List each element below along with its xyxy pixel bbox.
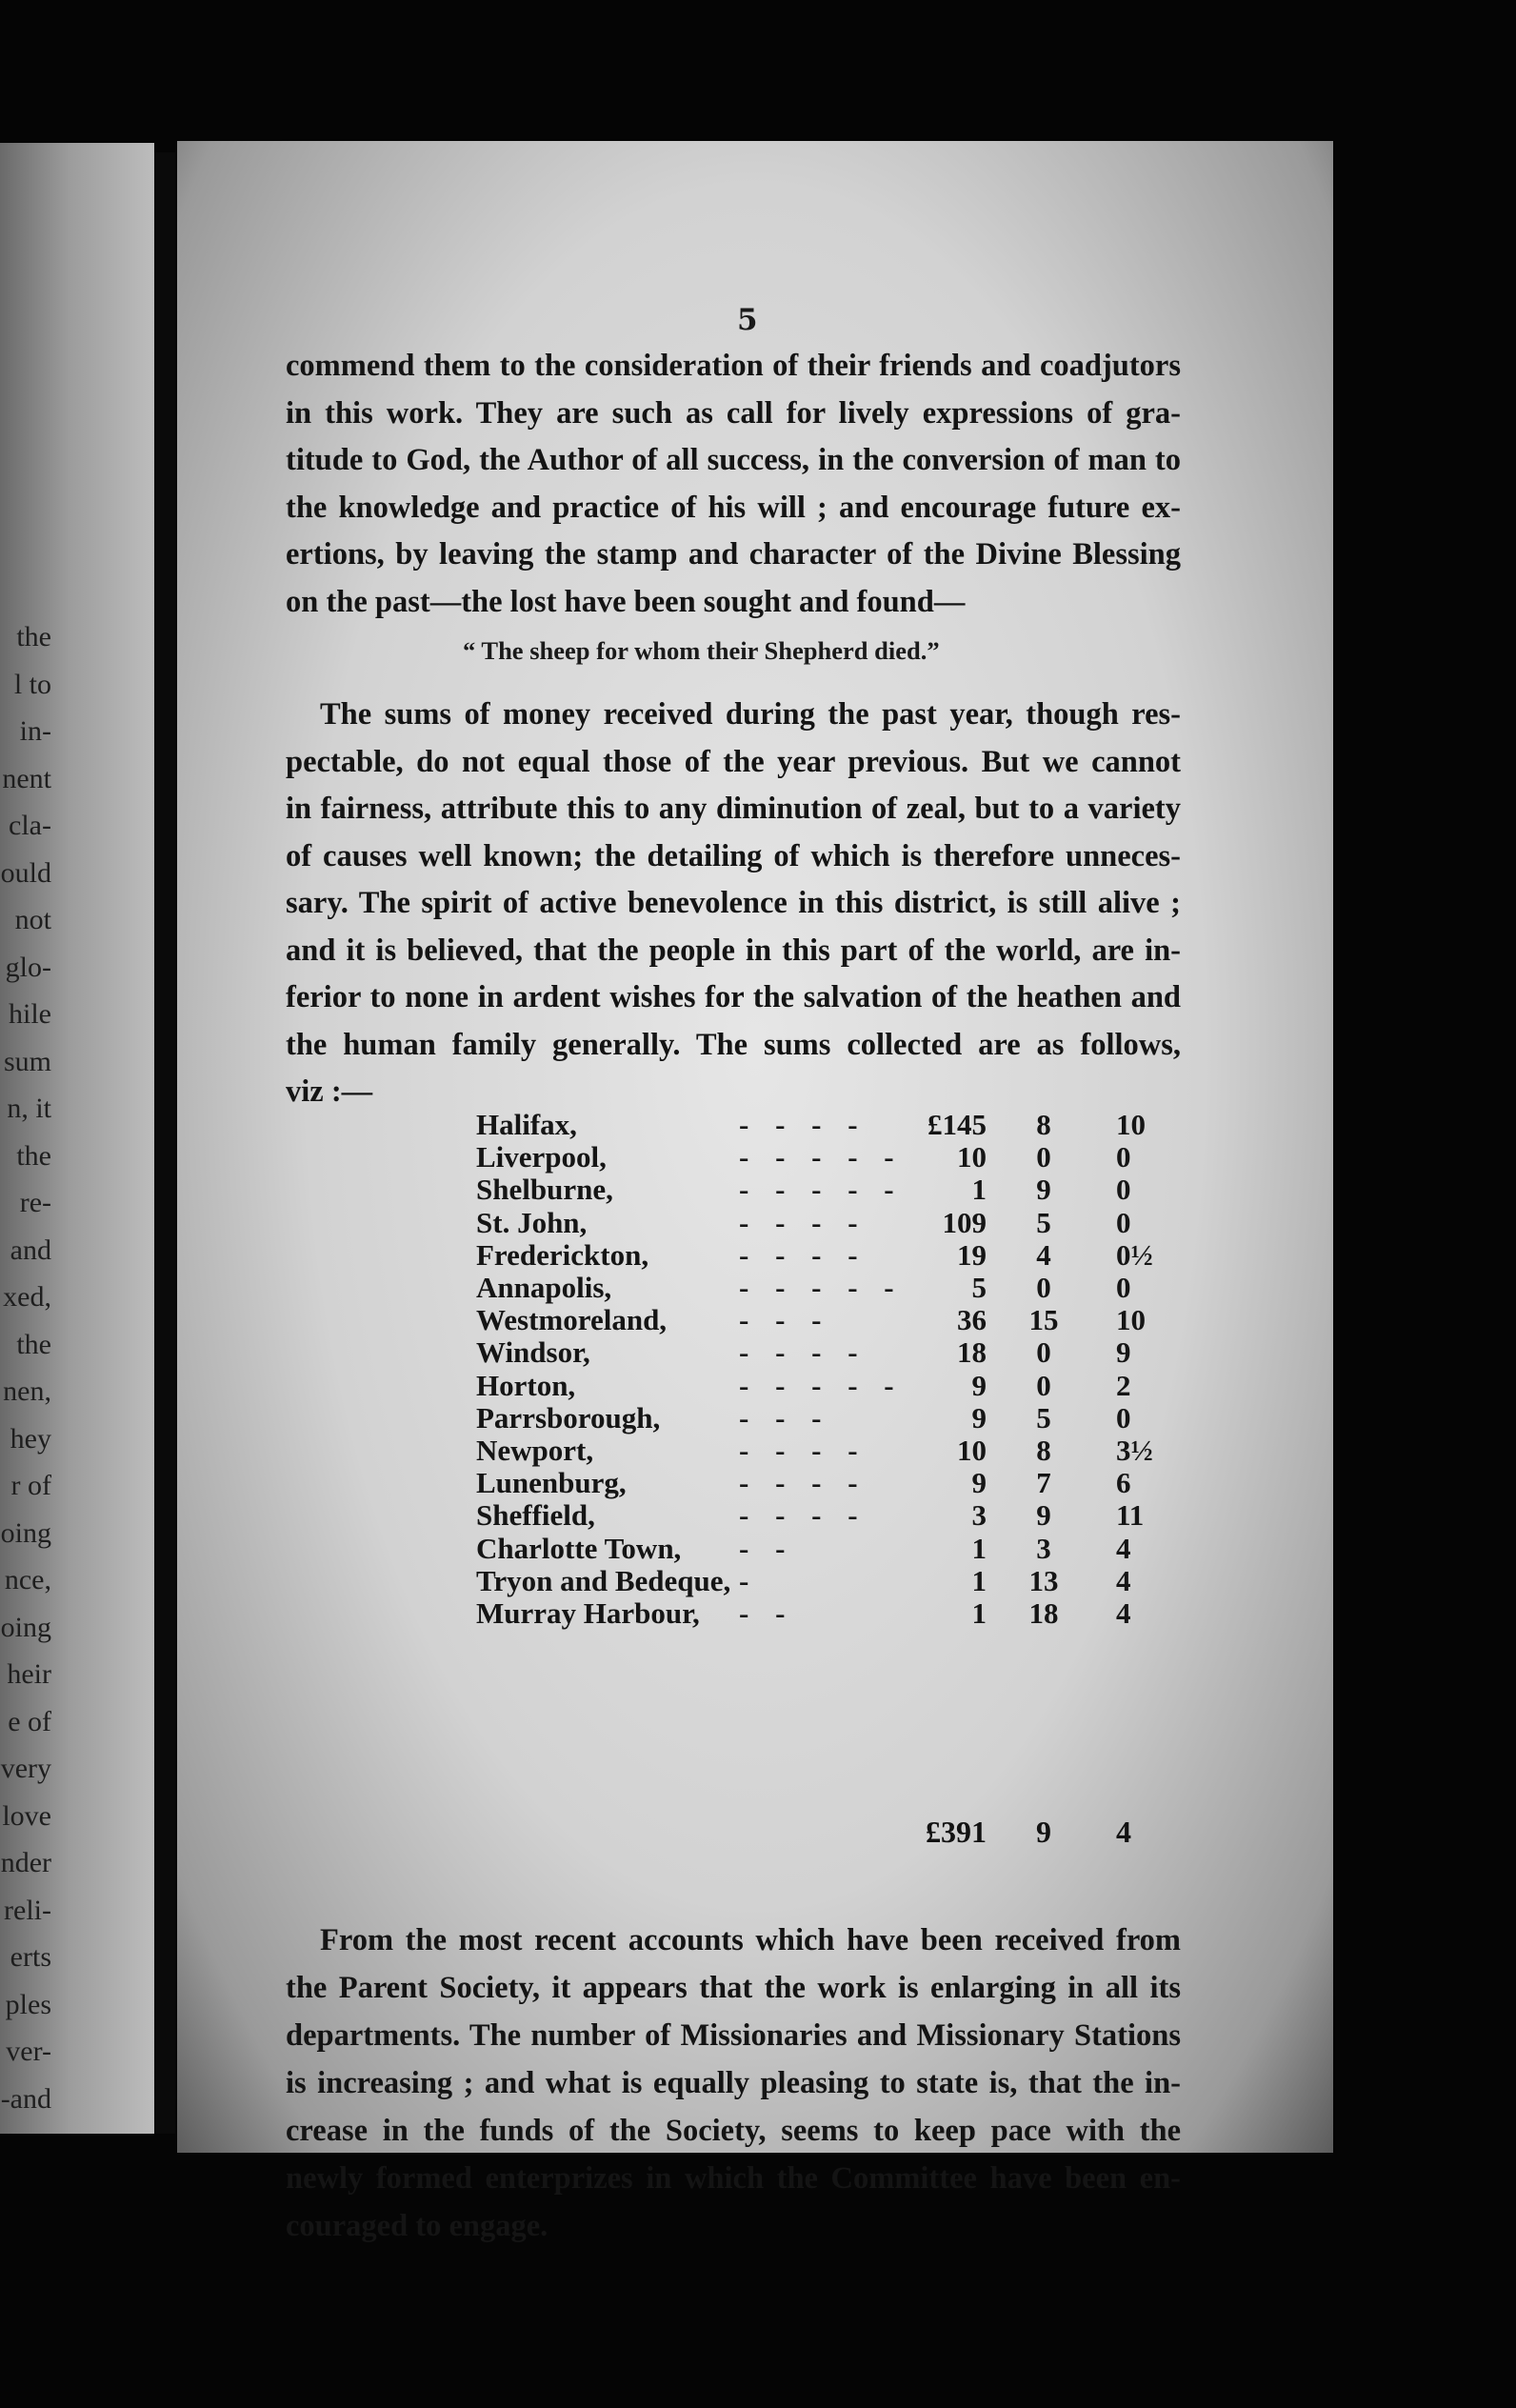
place-name: Liverpool, [476,1140,607,1174]
pence-value: 4 [1116,1563,1131,1597]
facing-page-word: re- [19,1187,51,1218]
shillings-value: 18 [1028,1596,1059,1630]
total-shillings: 9 [1036,1815,1051,1849]
table-row [177,1336,1225,1369]
pounds-value: 109 [942,1205,987,1239]
pence-value: 0½ [1116,1237,1153,1272]
pence-value: 0 [1116,1140,1131,1174]
facing-page-word: in- [19,715,51,747]
pence-value: 6 [1116,1466,1131,1500]
text-line: the Parent Society, it appears that the work is enlarging in all its [286,1971,1181,2005]
leader-dots: - - - - [739,1205,868,1239]
pence-value: 0 [1116,1271,1131,1304]
pounds-value: 1 [971,1173,987,1207]
text-line: sary. The spirit of active benevolence in this district, is still alive ; [286,886,1181,920]
shillings-value: 8 [1036,1434,1051,1467]
place-name: Frederickton, [476,1237,649,1272]
facing-page-word: nder [0,1847,51,1878]
facing-page-word: nce, [4,1564,51,1595]
leader-dots: - - - - [739,1108,868,1141]
pence-value: 0 [1116,1400,1131,1435]
sums-total-row [177,1813,1225,1851]
text-line: is increasing ; and what is equally pleasing to state is, that the in- [286,2066,1181,2100]
place-name: Parrsborough, [476,1400,661,1435]
facing-page-word: e of [8,1705,51,1737]
pence-value: 3½ [1116,1434,1153,1467]
leader-dots: - - - - - [739,1173,904,1207]
table-row [177,1239,1225,1272]
place-name: Charlotte Town, [476,1531,682,1565]
pence-value: 2 [1116,1368,1131,1402]
leader-dots: - - - - [739,1498,868,1533]
pence-value: 4 [1116,1596,1131,1630]
place-name: Halifax, [476,1108,577,1141]
pounds-value: 9 [971,1466,987,1500]
facing-page-word: the [16,1328,51,1360]
table-row [177,1435,1225,1467]
place-name: St. John, [476,1205,588,1239]
shillings-value: 5 [1036,1205,1051,1239]
document-page [177,141,1333,2243]
place-name: Annapolis, [476,1271,612,1304]
text-line: of causes well known; the detailing of which is therefore unneces- [286,838,1181,873]
table-row [177,1597,1225,1630]
facing-page-word: oing [0,1611,51,1643]
shillings-value: 0 [1036,1140,1051,1174]
table-row [177,1533,1225,1565]
table-row [177,1272,1225,1304]
pounds-value: 36 [957,1303,987,1337]
shillings-value: 0 [1036,1271,1051,1304]
facing-page-word: ples [5,1988,51,2020]
place-name: Newport, [476,1434,594,1467]
pence-value: 4 [1116,1531,1131,1565]
table-row [177,1499,1225,1532]
facing-page-word: not [14,904,51,935]
table-row [177,1467,1225,1499]
pence-value: 0 [1116,1173,1131,1207]
pounds-value: 10 [957,1434,987,1467]
page-number: 5 [737,303,758,337]
pounds-value: 1 [971,1596,987,1630]
shillings-value: 7 [1036,1466,1051,1500]
leader-dots: - - - - - [739,1368,904,1402]
pounds-value: 18 [957,1335,987,1370]
pounds-value: £145 [928,1108,987,1141]
shillings-value: 0 [1036,1335,1051,1370]
facing-page-word: l to [13,668,51,700]
text-line: ferior to none in ardent wishes for the salvation of the heathen and [286,980,1181,1014]
shillings-value: 9 [1036,1173,1051,1207]
text-line: departments. The number of Missionaries and Missionary Stations [286,2018,1181,2053]
pounds-value: 3 [971,1498,987,1533]
shillings-value: 0 [1036,1368,1051,1402]
table-row [177,1304,1225,1336]
quotation: “ The sheep for whom their Shepherd died.” [463,636,940,665]
facing-page-word: reli- [4,1894,51,1926]
leader-dots: - - - - [739,1434,868,1467]
page-gutter [154,152,175,2134]
facing-page-word: n, it [7,1093,51,1124]
place-name: Sheffield, [476,1498,595,1533]
place-name: Horton, [476,1368,576,1402]
pounds-value: 5 [971,1271,987,1304]
text-line: the human family generally. The sums collected are as follows, [286,1027,1181,1062]
facing-page-word: love [2,1799,51,1832]
facing-page-word: sum [3,1045,51,1077]
table-row [177,1370,1225,1402]
leader-dots: - - - - [739,1237,868,1272]
text-line: couraged to engage. [286,2209,549,2243]
leader-dots: - - [739,1596,795,1630]
pence-value: 9 [1116,1335,1131,1370]
shillings-value: 13 [1028,1563,1059,1597]
text-line: newly formed enterprizes in which the Committee have been en- [286,2161,1181,2196]
text-line: The sums of money received during the past year, though res- [320,697,1181,732]
leader-dots: - - - - - [739,1271,904,1304]
text-line: From the most recent accounts which have been received from [320,1923,1181,1957]
pence-value: 11 [1116,1498,1145,1533]
shillings-value: 5 [1036,1400,1051,1435]
text-line: and it is believed, that the people in this part of the world, are in- [286,933,1181,968]
facing-page-word: xed, [3,1281,51,1313]
leader-dots: - - - [739,1303,831,1337]
table-row [177,1207,1225,1239]
facing-page-word: -and [0,2082,51,2115]
pence-value: 10 [1116,1108,1146,1141]
facing-page-word: r of [10,1470,51,1501]
facing-page-word: cla- [9,810,51,841]
facing-page-word: nen, [3,1375,51,1407]
table-row [177,1141,1225,1174]
facing-page-word: the [16,621,51,652]
facing-page-word: hey [10,1422,51,1455]
pounds-value: 1 [971,1531,987,1565]
facing-page-edge [0,143,154,2134]
shillings-value: 3 [1036,1531,1051,1565]
leader-dots: - - - [739,1400,831,1435]
place-name: Windsor, [476,1335,590,1370]
text-line: pectable, do not equal those of the year previous. But we cannot [286,744,1181,779]
text-line: crease in the funds of the Society, seems to keep pace with the [286,2114,1181,2148]
facing-page-word: and [10,1234,51,1266]
shillings-value: 8 [1036,1108,1051,1141]
text-line: the knowledge and practice of his will ; and encourage future ex- [286,490,1181,525]
facing-page-word: the [16,1139,51,1172]
pounds-value: 9 [971,1368,987,1402]
shillings-value: 4 [1036,1237,1051,1272]
table-row [177,1174,1225,1206]
facing-page-word: glo- [5,951,51,983]
facing-page-word: nent [2,762,51,794]
facing-page-word: heir [7,1658,51,1690]
text-line: commend them to the consideration of their friends and coadjutors [286,349,1181,383]
facing-page-word: very [0,1753,51,1784]
text-line: viz :— [286,1074,373,1109]
shillings-value: 9 [1036,1498,1051,1533]
total-pence: 4 [1116,1815,1131,1849]
pounds-value: 1 [971,1563,987,1597]
text-line: in fairness, attribute this to any diminution of zeal, but to a variety [286,792,1181,826]
facing-page-word: hile [9,998,51,1030]
text-line: titude to God, the Author of all success, in the conversion of man to [286,443,1181,477]
leader-dots: - - [739,1531,795,1565]
pounds-value: 10 [957,1140,987,1174]
pence-value: 0 [1116,1205,1131,1239]
facing-page-word: erts [10,1941,51,1973]
leader-dots: - [739,1563,759,1597]
facing-page-word: oing [0,1516,51,1549]
facing-page-word: ould [0,856,51,889]
pence-value: 10 [1116,1303,1146,1337]
total-pounds: £391 [926,1815,987,1849]
pounds-value: 19 [957,1237,987,1272]
leader-dots: - - - - [739,1335,868,1370]
shillings-value: 15 [1028,1303,1059,1337]
table-row [177,1109,1225,1141]
facing-page-word: ver- [6,2036,51,2067]
table-row [177,1565,1225,1597]
text-line: ertions, by leaving the stamp and character of the Divine Blessing [286,537,1181,572]
text-line: on the past—the lost have been sought and found— [286,584,966,619]
place-name: Westmoreland, [476,1303,668,1337]
table-row [177,1402,1225,1435]
place-name: Tryon and Bedeque, [476,1563,731,1597]
place-name: Shelburne, [476,1173,613,1207]
leader-dots: - - - - [739,1466,868,1500]
leader-dots: - - - - - [739,1140,904,1174]
place-name: Murray Harbour, [476,1596,700,1630]
pounds-value: 9 [971,1400,987,1435]
text-line: in this work. They are such as call for lively expressions of gra- [286,395,1181,431]
place-name: Lunenburg, [476,1466,627,1500]
